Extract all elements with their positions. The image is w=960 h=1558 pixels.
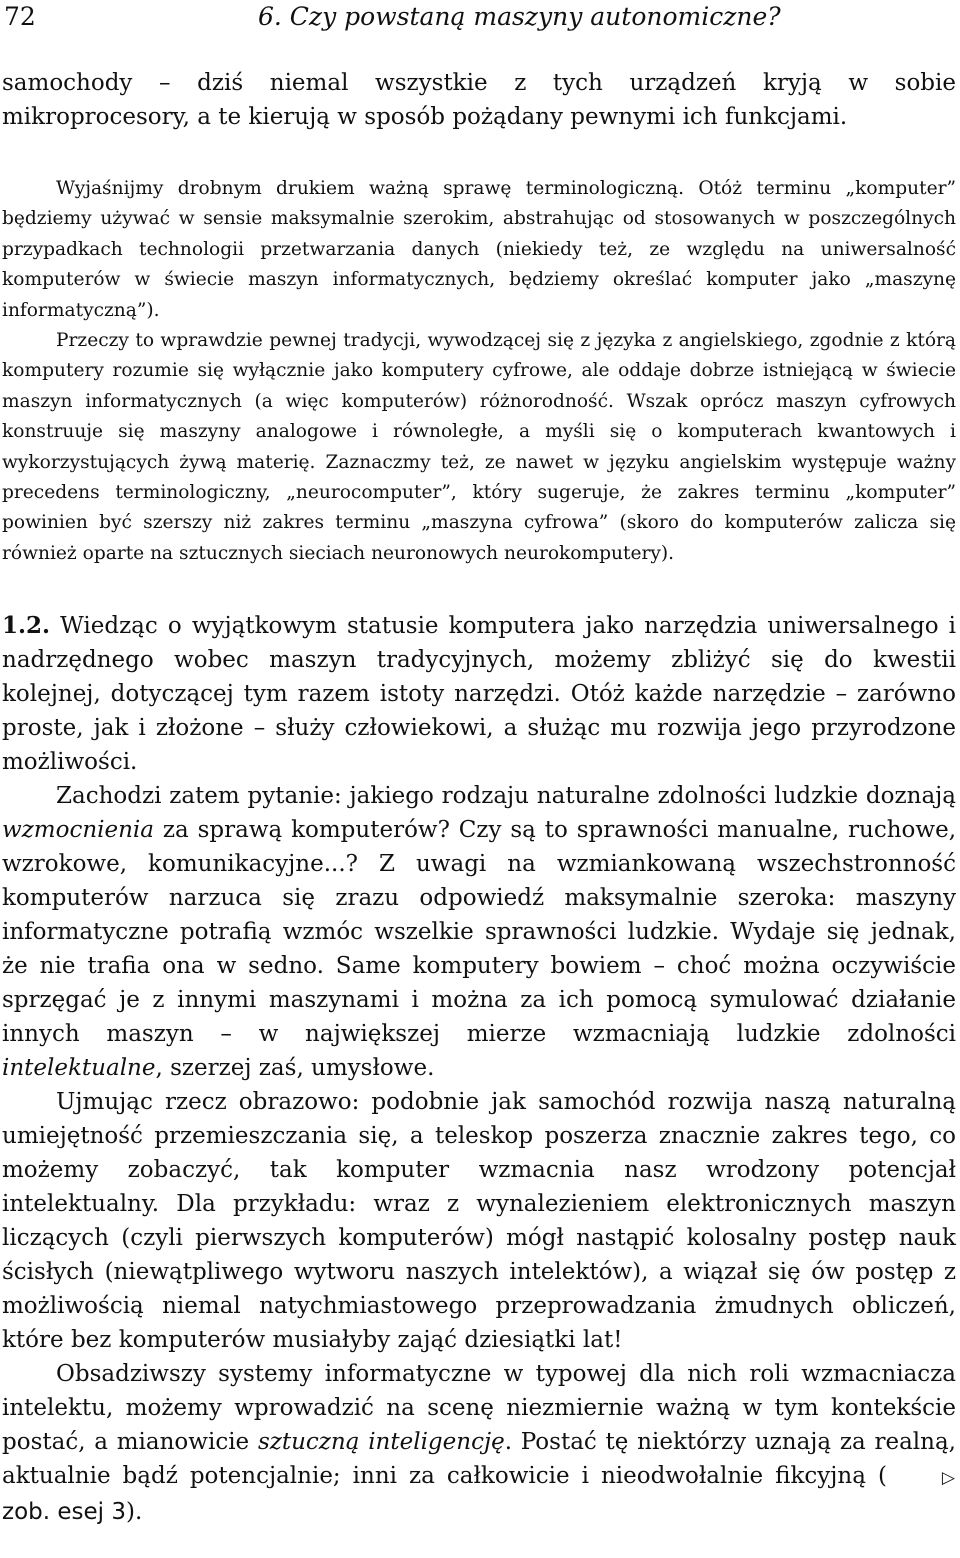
- paragraph-2-text-c: , szerzej zaś, umysłowe.: [155, 1055, 435, 1082]
- page-number: 72: [4, 2, 36, 31]
- continued-paragraph: samochody – dziś niemal wszystkie z tych urządzeń kryją w sobie mikroprocesory, a te kierują w sposób pożądany pewnymi ich funkcjami.: [2, 70, 956, 130]
- paragraph-2-text-b: za sprawą komputerów? Czy są to sprawności manualne, ruchowe, wzrokowe, komunikacyjne...? Z uwagi na wzmiankowaną wszechstronność komputerów narzuca się zrazu odpowiedź maksymalnie szeroka: maszyny informatyczne potrafią wzmóc wszelkie sprawności ludzkie. Wydaje się jednak, że nie trafia ona w sedno. Same komputery bowiem – choć można oczywiście sprzęgać je z innymi maszynami i można za ich pomocą symulować działanie innych maszyn – w największej mierze wzmacniają ludzkie zdolności: [2, 817, 956, 1048]
- paragraph-4-text-a: Obsadziwszy systemy informatyczne w typowej dla nich roli wzmacniacza intelektu, możemy wprowadzić na scenę niezmiernie ważną w tym kontekście postać, a mianowicie: [2, 1361, 956, 1456]
- section-1-2-paragraph-1-text: Wiedząc o wyjątkowym statusie komputera jako narzędzia uniwersalnego i nadrzędnego wobec maszyn tradycyjnych, możemy zbliżyć się do kwestii kolejnej, dotyczącej tym razem istoty narzędzi. Otóż każde narzędzie – zarówno proste, jak i złożone – służy człowiekowi, a służąc mu rozwija jego przyrodzone możliwości.: [2, 613, 957, 776]
- cross-reference-arrow-icon: ▷: [941, 1468, 955, 1489]
- section-1-2-paragraph-2: [2, 779, 956, 1085]
- emphasis-intelektualne: intelektualne: [2, 1055, 156, 1082]
- paragraph-4-text-b: . Postać tę niektórzy uznają za realną, aktualnie bądź potencjalnie; inni za całkowicie i nieodwołalnie fikcyjną (: [2, 1429, 956, 1490]
- paragraph-4-text-c: ).: [125, 1499, 143, 1526]
- emphasis-sztuczna-inteligencja: sztuczną inteligencję: [257, 1429, 505, 1456]
- paragraph-2-text-a: Zachodzi zatem pytanie: jakiego rodzaju naturalne zdolności ludzkie doznają: [56, 783, 956, 810]
- running-title: 6. Czy powstaną maszyny autonomiczne?: [258, 2, 781, 31]
- section-1-2-paragraph-1: [2, 609, 956, 779]
- note-paragraph-1: Wyjaśnijmy drobnym drukiem ważną sprawę terminologiczną. Otóż terminu „komputer” będziemy używać w sensie maksymalnie szerokim, abstrahując od stosowanych w poszczególnych przypadkach technologii przetwarzania danych (niekiedy też, ze względu na uniwersalność komputerów w świecie maszyn informatycznych, będziemy określać komputer jako „maszynę informatyczną”).: [2, 178, 956, 321]
- page-body: [2, 66, 956, 1529]
- note-paragraph-2: Przeczy to wprawdzie pewnej tradycji, wywodzącej się z języka z angielskiego, zgodnie z którą komputery rozumie się wyłącznie jako komputery cyfrowe, ale oddaje dobrze istniejącą w świecie maszyn informatycznych (a więc komputerów) różnorodność. Wszak oprócz maszyn cyfrowych konstruuje się maszyny analogowe i równoległe, a myśli się o komputerach kwantowych i wykorzystujących żywą materię. Zaznaczmy też, ze nawet w języku angielskim występuje ważny precedens terminologiczny, „neurocomputer”, który sugeruje, że zakres terminu „komputer” powinien być szerszy niż zakres terminu „maszyna cyfrowa” (skoro do komputerów zalicza się również oparte na sztucznych sieciach neuronowych neurokomputery).: [2, 330, 956, 564]
- section-1-2-paragraph-4: [2, 1357, 956, 1529]
- cross-reference-essay-3[interactable]: zob. esej 3: [2, 1499, 126, 1526]
- section-number: 1.2.: [2, 612, 51, 640]
- page-header: [0, 2, 960, 32]
- emphasis-wzmocnienia: wzmocnienia: [2, 817, 155, 844]
- section-1-2-paragraph-3: Ujmując rzecz obrazowo: podobnie jak samochód rozwija naszą naturalną umiejętność przemieszczania się, a teleskop poszerza znacznie zakres tego, co możemy zobaczyć, tak komputer wzmacnia nasz wrodzony potencjał intelektualny. Dla przykładu: wraz z wynalezieniem elektronicznych maszyn liczących (czyli pierwszych komputerów) mógł nastąpić kolosalny postęp nauk ścisłych (niewątpliwego wytworu naszych intelektów), a wiązał się ów postęp z możliwością niemal natychmiastowego przeprowadzania żmudnych obliczeń, które bez komputerów musiałyby zająć dziesiątki lat!: [2, 1089, 956, 1354]
